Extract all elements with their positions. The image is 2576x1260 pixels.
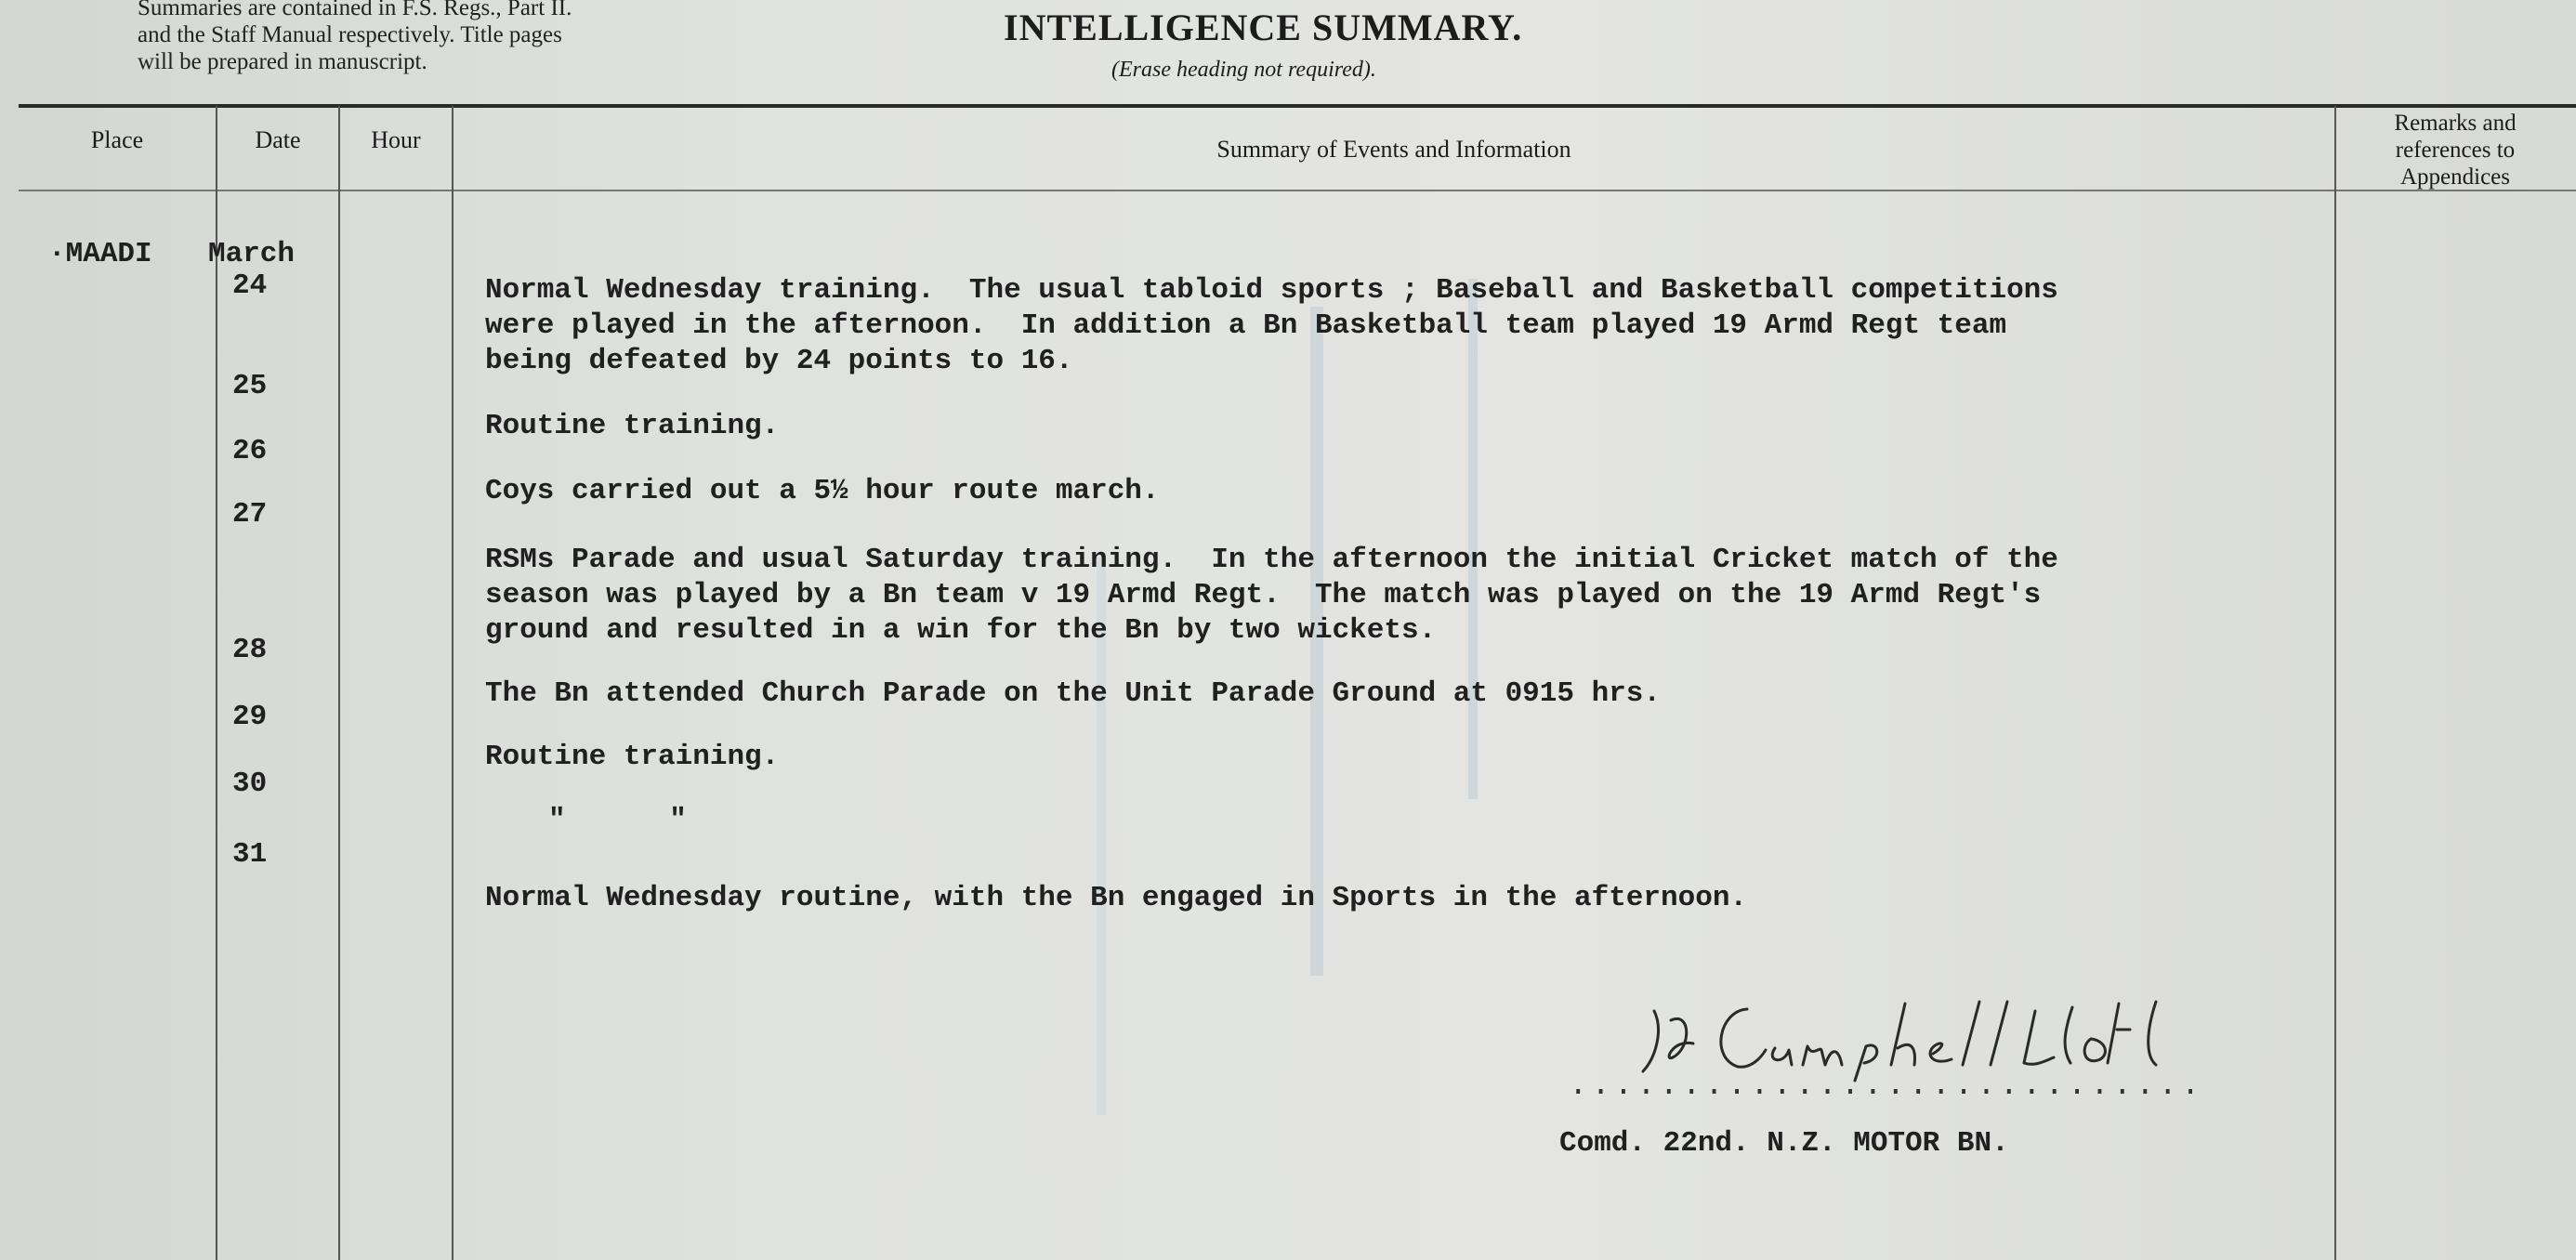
header-note-line: and the Staff Manual respectively. Title pages <box>138 22 562 47</box>
date-cell: March <box>208 238 296 270</box>
entry-line: Normal Wednesday training. The usual tabloid sports ; Baseball and Basketball competitions <box>485 274 2058 307</box>
column-heading-summary: Summary of Events and Information <box>1216 136 1571 163</box>
header-note <box>138 0 572 75</box>
header-bottom-rule <box>19 190 2576 191</box>
entry-line: ground and resulted in a win for the Bn by two wickets. <box>485 614 1437 647</box>
entry-line: RSMs Parade and usual Saturday training. In the afternoon the initial Cricket match of the <box>485 544 2058 576</box>
column-divider-hour <box>452 106 453 1260</box>
column-divider-place <box>216 106 217 1260</box>
date-cell: 28 <box>232 634 268 666</box>
remarks-heading-line: Appendices <box>2399 164 2511 190</box>
date-cell: 26 <box>232 435 268 467</box>
place-value: MAADI <box>65 238 152 270</box>
entry-line: being defeated by 24 points to 16. <box>485 345 1073 377</box>
entry-line: season was played by a Bn team v 19 Armd Regt. The match was played on the 19 Armd Regt's <box>485 579 2042 611</box>
table-top-rule <box>19 104 2576 108</box>
signatory-title: Comd. 22nd. N.Z. MOTOR BN. <box>1559 1127 2009 1160</box>
date-cell: 31 <box>232 838 268 871</box>
date-cell: 27 <box>232 498 268 531</box>
header-note-line: Summaries are contained in F.S. Regs., Part II. <box>138 0 572 20</box>
column-divider-date <box>338 106 340 1260</box>
column-heading-remarks <box>2338 110 2572 190</box>
date-cell: 29 <box>232 701 268 733</box>
entry-line: Routine training. <box>485 741 780 773</box>
entry-line: were played in the afternoon. In addition a Bn Basketball team played 19 Armd Regt team <box>485 309 2007 342</box>
entry-line: Coys carried out a 5½ hour route march. <box>485 475 1160 507</box>
remarks-heading-line: references to <box>2395 138 2516 163</box>
entry-line: Normal Wednesday routine, with the Bn engaged in Sports in the afternoon. <box>485 882 1748 914</box>
entry-line: " " <box>548 804 687 836</box>
date-cell: 24 <box>232 269 268 302</box>
signature-dotted-line: ............................ <box>1569 1069 2204 1104</box>
entry-text <box>485 846 1747 952</box>
remarks-heading-line: Remarks and <box>2394 111 2517 136</box>
entry-line: Routine training. <box>485 410 780 442</box>
date-cell: 30 <box>232 768 268 800</box>
column-heading-date: Date <box>255 126 301 153</box>
header-note-line: will be prepared in manuscript. <box>138 49 427 74</box>
entry-line: The Bn attended Church Parade on the Unit Parade Ground at 0915 hrs. <box>485 677 1662 710</box>
document-title: INTELLIGENCE SUMMARY. <box>1004 7 1523 48</box>
document-subtitle: (Erase heading not required). <box>1111 58 1376 82</box>
column-divider-summary <box>2334 106 2336 1260</box>
column-heading-hour: Hour <box>371 126 421 153</box>
date-cell: 25 <box>232 370 268 402</box>
place-cell: ·MAADI <box>48 238 152 270</box>
column-heading-place: Place <box>90 126 144 153</box>
